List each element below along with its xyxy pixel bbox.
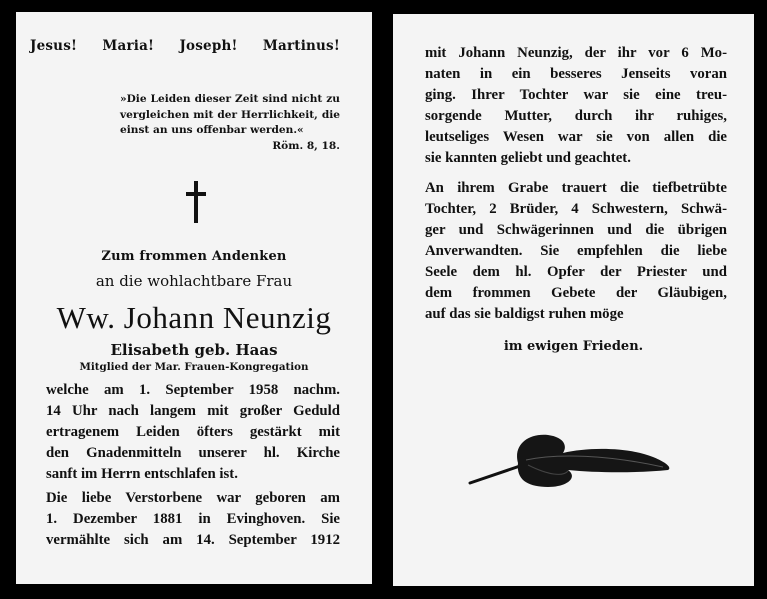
- death-paragraph: [46, 380, 340, 485]
- scripture-reference: Röm. 8, 18.: [272, 139, 340, 152]
- feather-icon: [468, 425, 678, 490]
- deceased-name: Ww. Johann Neunzig: [56, 300, 332, 335]
- birth-name: Elisabeth geb. Haas: [110, 341, 278, 359]
- scripture-line: einst an uns offenbar werden.«: [120, 124, 304, 136]
- text-line: Tochter, 2 Brüder, 4 Schwestern, Schwä-: [425, 201, 727, 217]
- closing-line: im ewigen Frieden.: [503, 339, 644, 354]
- invocation-maria: Maria!: [102, 38, 155, 54]
- marriage-paragraph: [425, 43, 727, 169]
- text-line: 1. Dezember 1881 in Evinghoven. Sie: [46, 511, 340, 527]
- text-line: mit Johann Neunzig, der ihr vor 6 Mo-: [425, 45, 727, 61]
- membership-line: Mitglied der Mar. Frauen-Kongregation: [79, 361, 309, 373]
- text-line: ging. Ihrer Tochter war sie eine treu-: [425, 87, 727, 103]
- invocation-jesus: Jesus!: [30, 38, 78, 54]
- text-line: dem frommen Gebete der Gläubigen,: [425, 285, 727, 301]
- invocations: [30, 38, 340, 54]
- text-line: naten in ein besseres Jenseits voran: [425, 66, 727, 82]
- text-line: den Gnadenmitteln unserer hl. Kirche: [46, 445, 340, 461]
- mourners-paragraph: [425, 178, 727, 325]
- text-line: sie kannten geliebt und geachtet.: [425, 150, 631, 166]
- birth-paragraph: [46, 488, 340, 551]
- text-line: sorgende Mutter, durch ihr ruhiges,: [425, 108, 727, 124]
- dedication-line: an die wohlachtbare Frau: [95, 272, 293, 290]
- text-line: leutseliges Wesen war sie von allen die: [425, 129, 727, 145]
- scripture-line: vergleichen mit der Herrlichkeit, die: [120, 108, 340, 121]
- scripture-line: »Die Leiden dieser Zeit sind nicht zu: [120, 93, 340, 105]
- text-line: Seele dem hl. Opfer der Priester und: [425, 264, 727, 280]
- text-line: Die liebe Verstorbene war geboren am: [46, 490, 340, 506]
- text-line: auf das sie baldigst ruhen möge: [425, 306, 624, 322]
- text-line: welche am 1. September 1958 nachm.: [46, 382, 340, 398]
- invocation-martinus: Martinus!: [262, 38, 340, 54]
- cross-icon: [186, 181, 206, 223]
- text-line: vermählte sich am 14. September 1912: [46, 532, 340, 548]
- memory-title: Zum frommen Andenken: [101, 249, 287, 264]
- text-line: An ihrem Grabe trauert die tiefbetrübte: [425, 180, 727, 196]
- text-line: sanft im Herrn entschlafen ist.: [46, 466, 238, 482]
- text-line: ger und Schwägerinnen und die übrigen: [425, 222, 727, 238]
- text-line: 14 Uhr nach langem mit großer Geduld: [46, 403, 340, 419]
- text-line: Anverwandten. Sie empfehlen die liebe: [425, 243, 727, 259]
- invocation-joseph: Joseph!: [179, 38, 238, 54]
- text-line: ertragenem Leiden öfters gestärkt mit: [46, 424, 340, 440]
- scripture-quote: [120, 92, 340, 154]
